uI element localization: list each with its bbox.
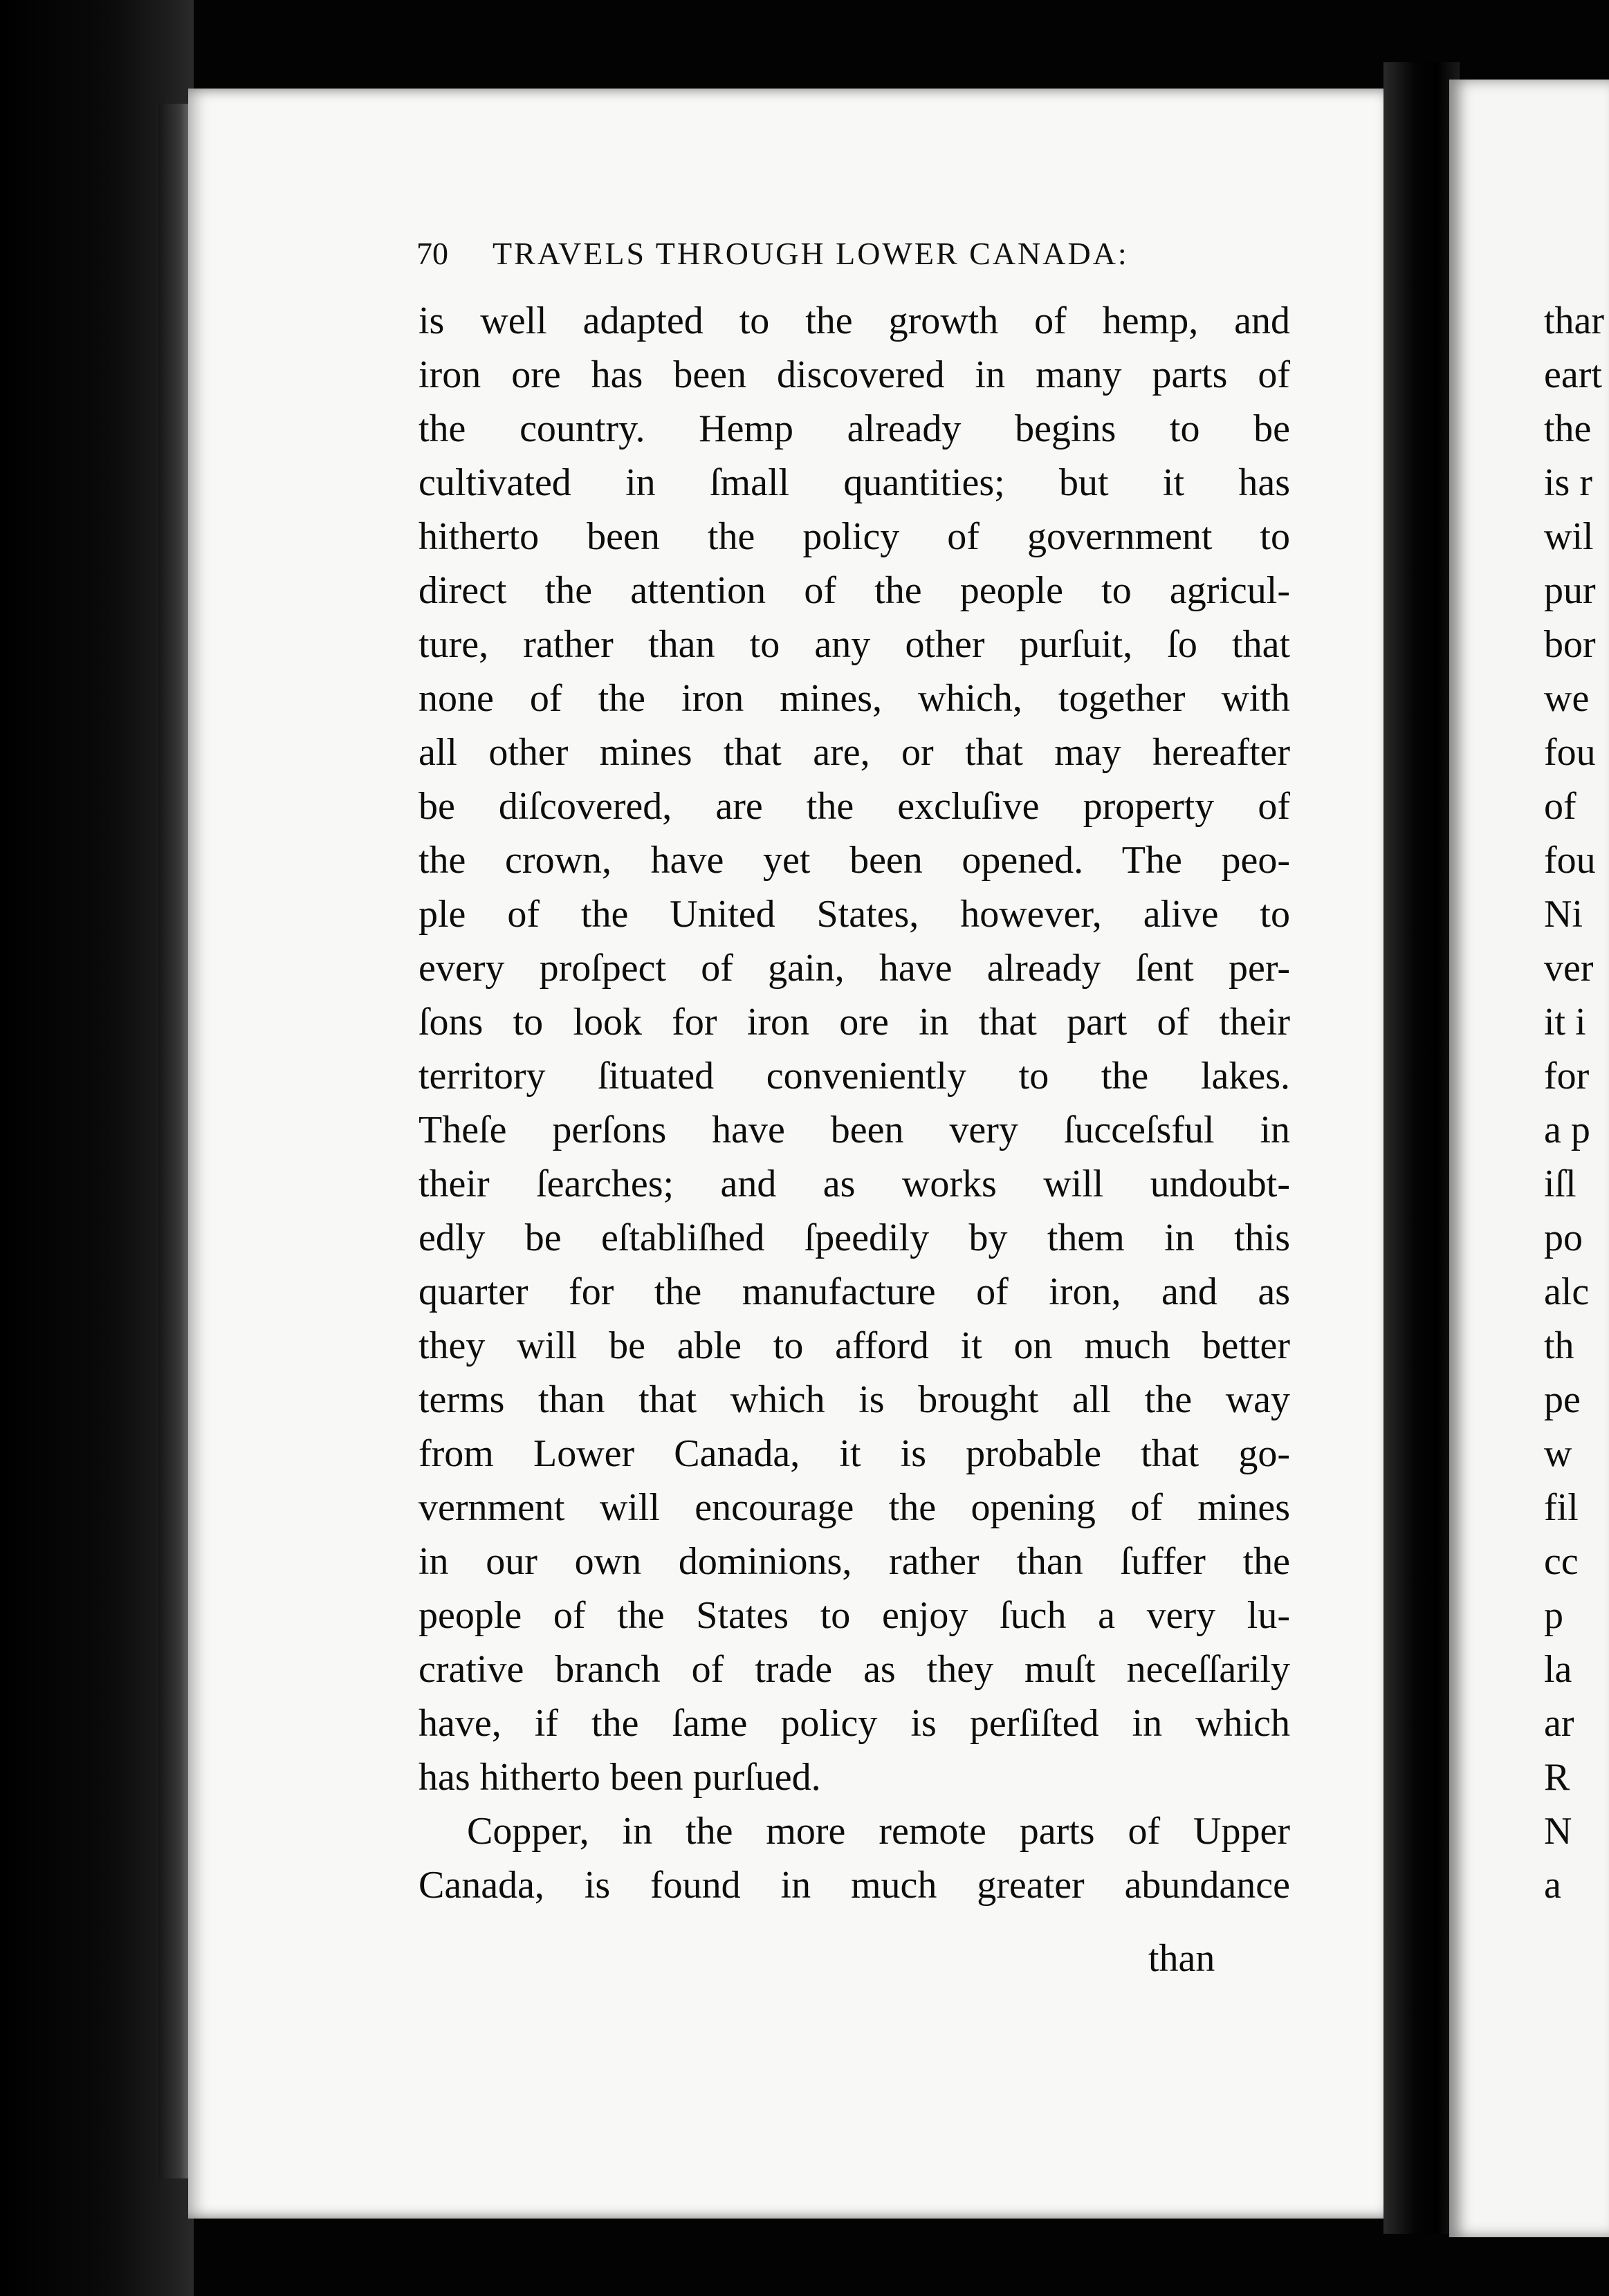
text-line: has hitherto been purſued. — [419, 1756, 821, 1799]
text-line: vernment will encourage the opening of mines — [419, 1486, 1290, 1529]
running-header — [416, 235, 1247, 272]
text-line: none of the iron mines, which, together with — [419, 677, 1290, 720]
facing-line: is r — [1544, 461, 1592, 504]
text-line: quarter for the manufacture of iron, and as — [419, 1270, 1290, 1313]
facing-line: po — [1544, 1216, 1583, 1259]
text-line: their ſearches; and as works will undoubt- — [419, 1163, 1290, 1205]
facing-line: fou — [1544, 731, 1596, 774]
text-line: territory ſituated conveniently to the lakes. — [419, 1055, 1290, 1098]
facing-line: wil — [1544, 515, 1594, 558]
facing-line: iſl — [1544, 1163, 1576, 1205]
facing-line: p — [1544, 1594, 1563, 1637]
facing-line: the — [1544, 407, 1592, 450]
facing-line: fil — [1544, 1486, 1579, 1529]
facing-line: a — [1544, 1864, 1561, 1907]
facing-line: cc — [1544, 1540, 1579, 1583]
facing-line: we — [1544, 677, 1590, 720]
text-line: have, if the ſame policy is perſiſted in which — [419, 1702, 1290, 1745]
text-line: Canada, is found in much greater abundance — [419, 1864, 1290, 1907]
facing-line: a p — [1544, 1109, 1590, 1151]
facing-line: ver — [1544, 947, 1594, 990]
facing-line: alc — [1544, 1270, 1590, 1313]
text-line: Theſe perſons have been very ſucceſsful in — [419, 1109, 1290, 1151]
text-line: people of the States to enjoy ſuch a very lu- — [419, 1594, 1290, 1637]
facing-line: thar — [1544, 299, 1605, 342]
facing-line: N — [1544, 1810, 1572, 1853]
facing-line: R — [1544, 1756, 1570, 1799]
book-gutter — [1383, 62, 1460, 2234]
body-text — [419, 294, 1290, 1912]
text-line: ture, rather than to any other purſuit, ſo that — [419, 623, 1290, 666]
facing-line: for — [1544, 1055, 1590, 1098]
running-title: TRAVELS THROUGH LOWER CANADA: — [493, 236, 1129, 271]
facing-line: w — [1544, 1432, 1572, 1475]
facing-line: Ni — [1544, 893, 1583, 936]
text-line: iron ore has been discovered in many parts of — [419, 353, 1290, 396]
text-line: the crown, have yet been opened. The peo- — [419, 839, 1290, 882]
facing-line: bor — [1544, 623, 1596, 666]
facing-line: fou — [1544, 839, 1596, 882]
text-line: direct the attention of the people to agricul- — [419, 569, 1290, 612]
facing-line: of — [1544, 785, 1576, 828]
text-line: Copper, in the more remote parts of Upper — [467, 1810, 1290, 1853]
catchword: than — [1148, 1937, 1215, 1980]
facing-line: eart — [1544, 353, 1602, 396]
facing-line: it i — [1544, 1001, 1586, 1044]
text-line: cultivated in ſmall quantities; but it has — [419, 461, 1290, 504]
facing-line: ar — [1544, 1702, 1574, 1745]
facing-line: pe — [1544, 1378, 1581, 1421]
facing-page-text — [1544, 294, 1604, 1912]
text-line: edly be eſtabliſhed ſpeedily by them in this — [419, 1216, 1290, 1259]
text-line: in our own dominions, rather than ſuffer the — [419, 1540, 1290, 1583]
facing-line: th — [1544, 1324, 1574, 1367]
text-line: ple of the United States, however, alive to — [419, 893, 1290, 936]
text-line: every proſpect of gain, have already ſent per- — [419, 947, 1290, 990]
text-line: hitherto been the policy of government to — [419, 515, 1290, 558]
facing-line: pur — [1544, 569, 1596, 612]
facing-line: la — [1544, 1648, 1572, 1691]
text-line: all other mines that are, or that may hereafter — [419, 731, 1290, 774]
text-line: from Lower Canada, it is probable that go- — [419, 1432, 1290, 1475]
page-number: 70 — [416, 236, 448, 271]
text-line: is well adapted to the growth of hemp, and — [419, 299, 1290, 342]
text-line: be diſcovered, are the excluſive property of — [419, 785, 1290, 828]
text-line: crative branch of trade as they muſt neceſſarily — [419, 1648, 1290, 1691]
text-line: the country. Hemp already begins to be — [419, 407, 1290, 450]
text-line: ſons to look for iron ore in that part of their — [419, 1001, 1290, 1044]
text-line: they will be able to afford it on much better — [419, 1324, 1290, 1367]
text-line: terms than that which is brought all the way — [419, 1378, 1290, 1421]
